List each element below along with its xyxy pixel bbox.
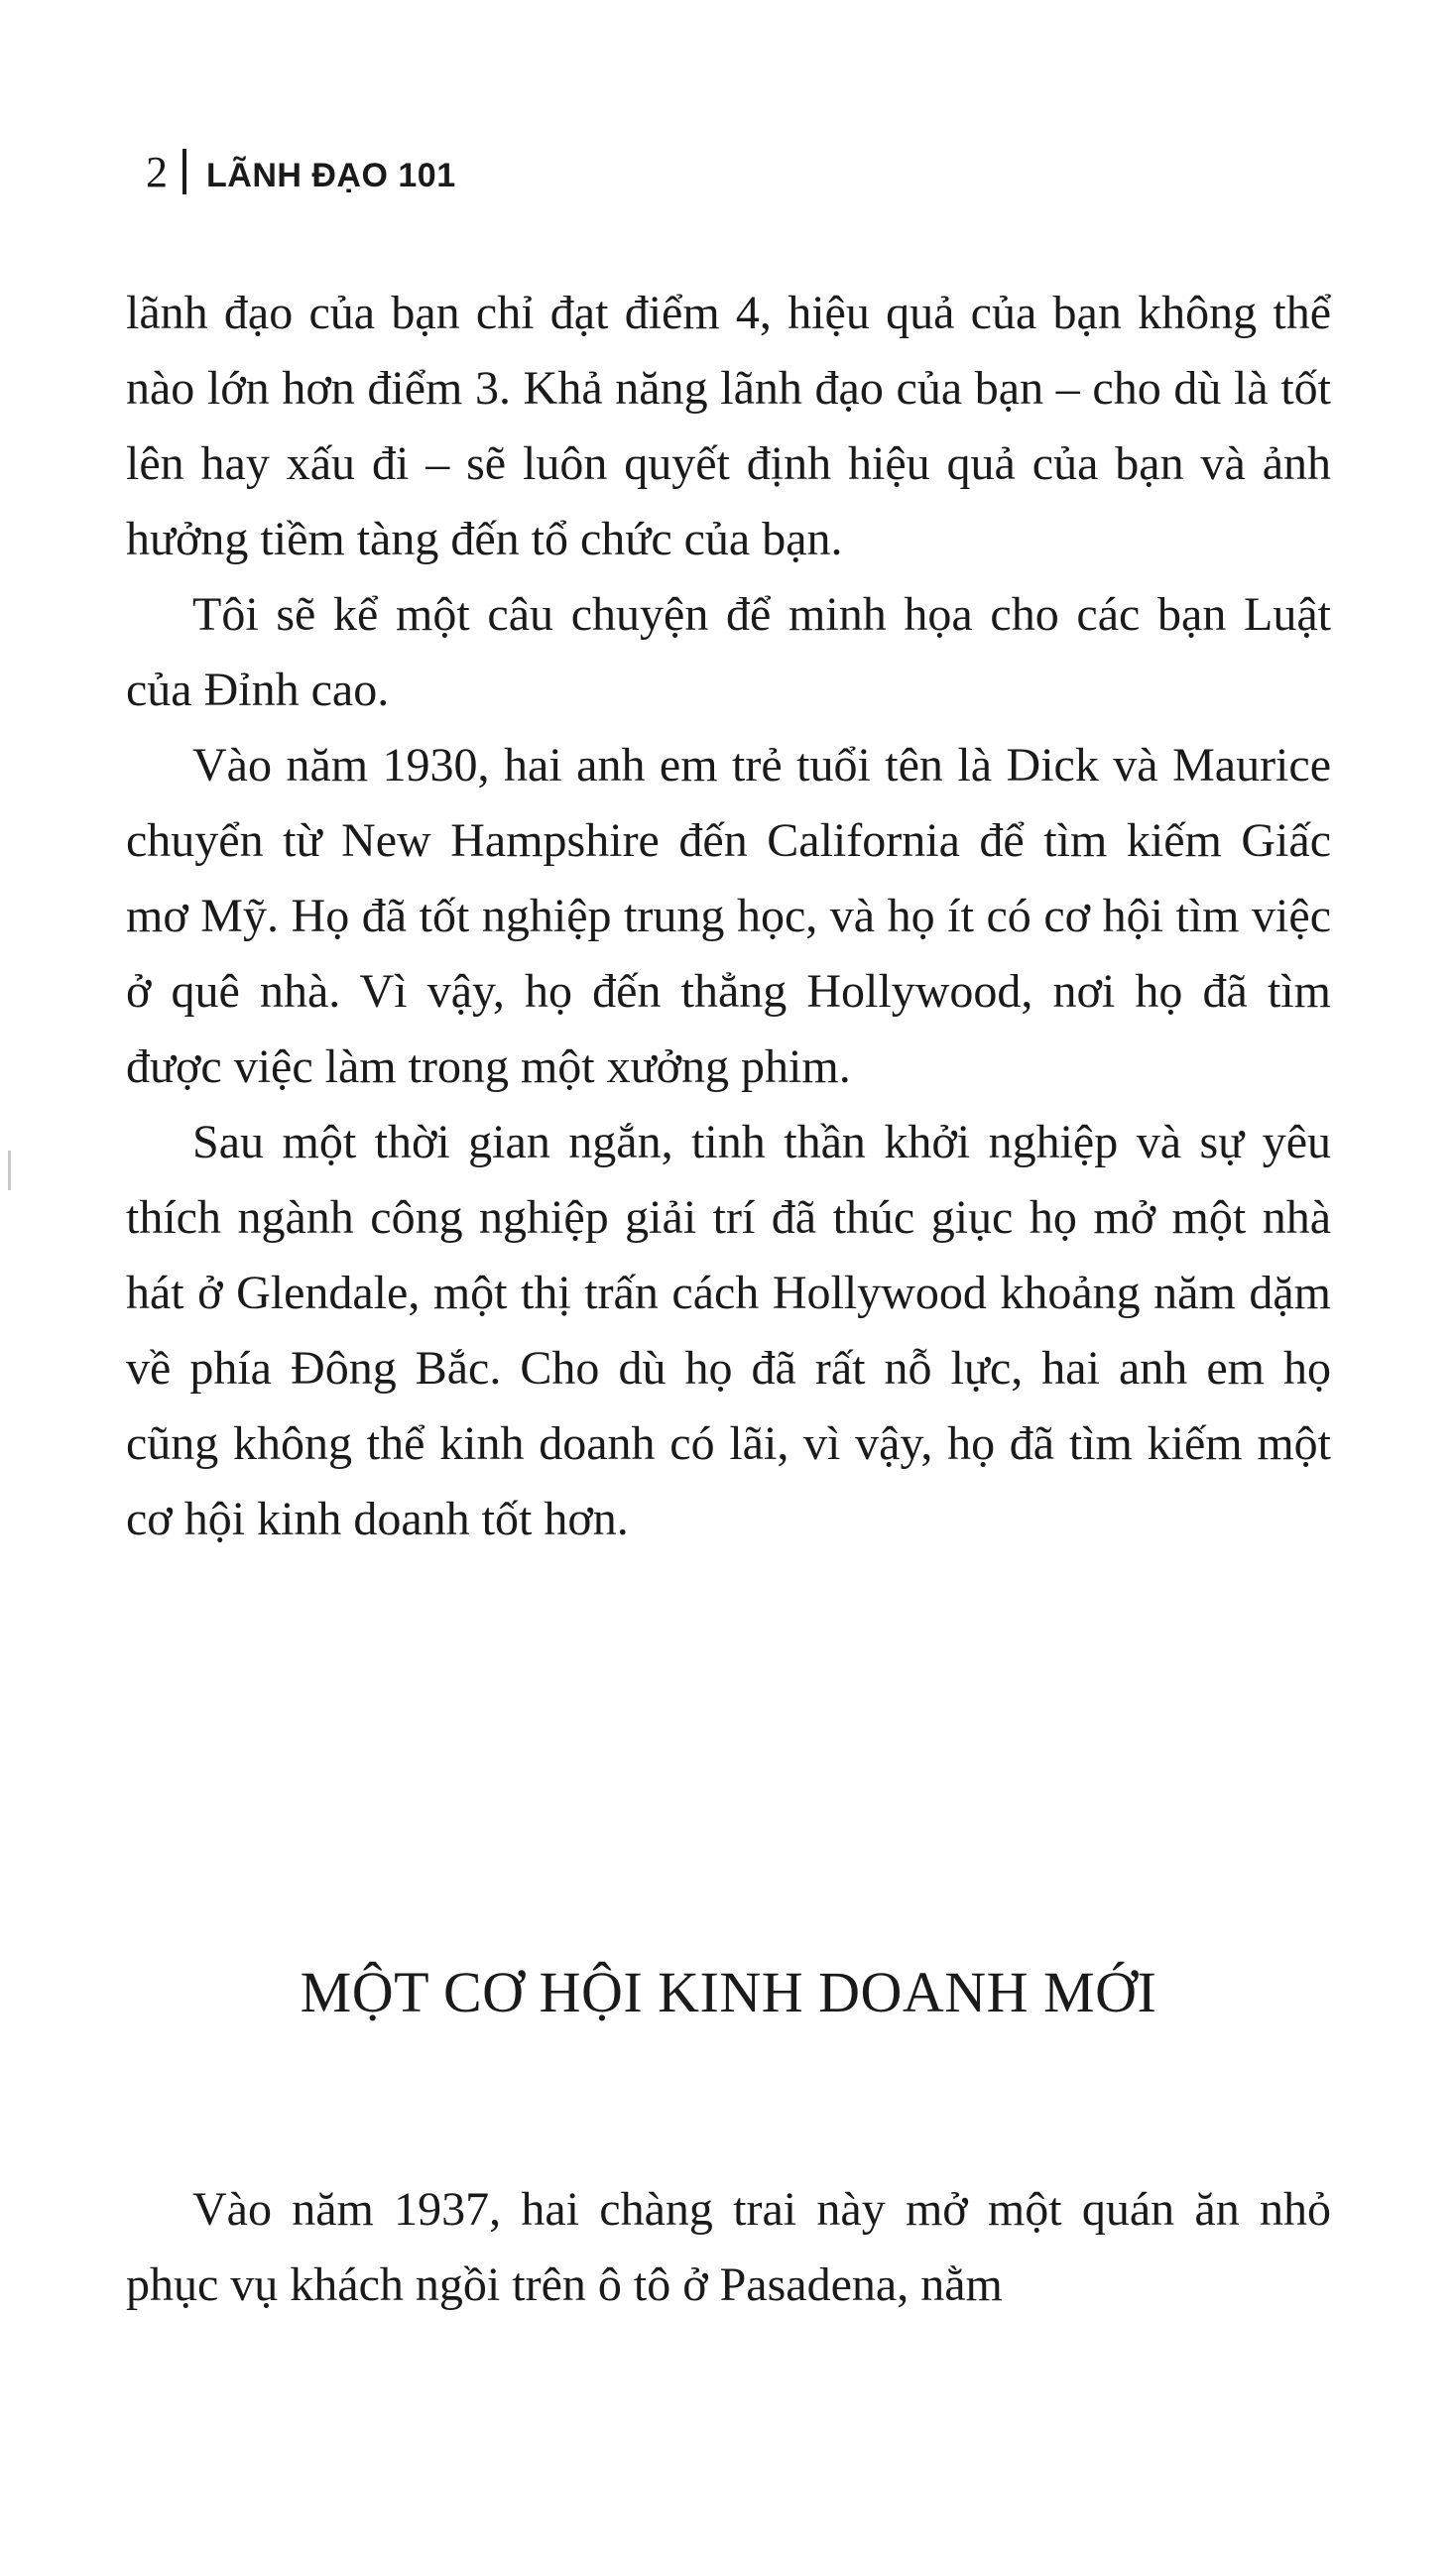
paragraph-continued: lãnh đạo của bạn chỉ đạt điểm 4, hiệu quả của bạn không thể nào lớn hơn điểm 3. Khả năng lãnh đạo của bạn – cho dù là tốt lên hay xấu đi – sẽ luôn quyết định hiệu quả của bạn và ảnh hưởng tiềm tàng đến tổ chức của bạn. (126, 287, 1331, 565)
section-body-text (126, 2172, 1331, 2323)
paragraph: Vào năm 1930, hai anh em trẻ tuổi tên là Dick và Maurice chuyển từ New Hampshire đến California để tìm kiếm Giấc mơ Mỹ. Họ đã tốt nghiệp trung học, và họ ít có cơ hội tìm việc ở quê nhà. Vì vậy, họ đến thẳng Hollywood, nơi họ đã tìm được việc làm trong một xưởng phim. (126, 739, 1331, 1093)
header-divider (182, 149, 186, 194)
section-heading: MỘT CƠ HỘI KINH DOANH MỚI (300, 1960, 1157, 2024)
paragraph: Vào năm 1937, hai chàng trai này mở một quán ăn nhỏ phục vụ khách ngồi trên ô tô ở Pasadena, nằm (126, 2183, 1331, 2311)
running-header (146, 149, 456, 194)
page-number: 2 (146, 148, 169, 196)
book-title: LÃNH ĐẠO 101 (206, 157, 456, 194)
paragraph: Sau một thời gian ngắn, tinh thần khởi nghiệp và sự yêu thích ngành công nghiệp giải trí đã thúc giục họ mở một nhà hát ở Glendale, một thị trấn cách Hollywood khoảng năm dặm về phía Đông Bắc. Cho dù họ đã rất nỗ lực, hai anh em họ cũng không thể kinh doanh có lãi, vì vậy, họ đã tìm kiếm một cơ hội kinh doanh tốt hơn. (126, 1116, 1331, 1545)
paragraph: Tôi sẽ kể một câu chuyện để minh họa cho các bạn Luật của Đỉnh cao. (126, 588, 1331, 716)
scan-edge-mark (8, 1151, 11, 1190)
body-text (126, 276, 1331, 1557)
